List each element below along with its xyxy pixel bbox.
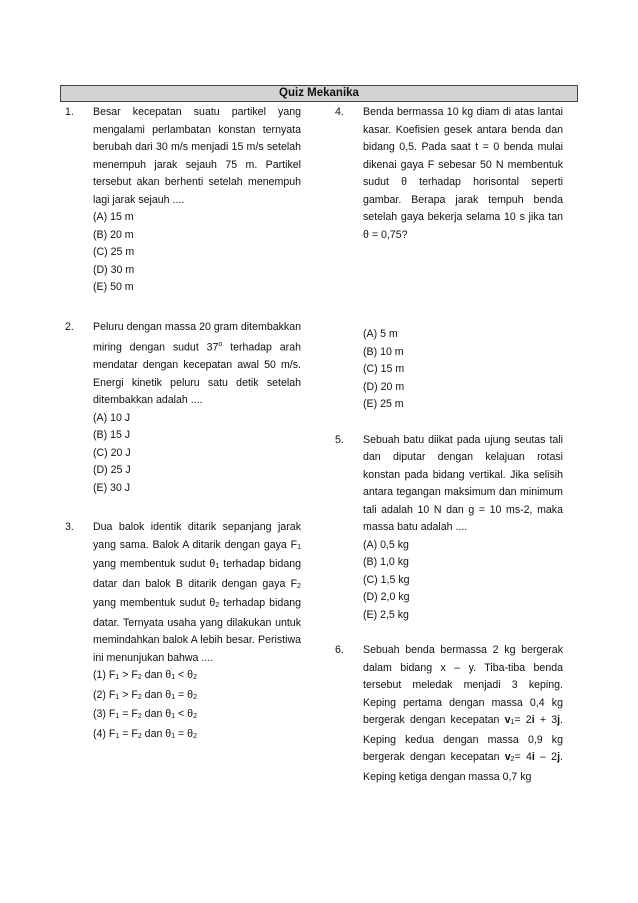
option-a: (A) 0,5 kg bbox=[363, 538, 409, 551]
left-column bbox=[65, 104, 301, 745]
option-b: (B) 1,0 kg bbox=[363, 556, 409, 568]
option-c: (C) 25 m bbox=[93, 246, 135, 258]
option-d: (D) 25 J bbox=[93, 464, 131, 477]
figure-space bbox=[363, 244, 563, 326]
question-4 bbox=[335, 104, 563, 414]
question-text: Peluru dengan massa 20 gram ditembakkan miring dengan sudut 37$^o$ terhadap arah mendatar dengan kecepatan awal 50 m/s. Energi kinetik peluru satu detik setelah ditembakkan adalah .... bbox=[93, 320, 301, 407]
question-3 bbox=[65, 519, 301, 745]
option-e: (E) 25 m bbox=[363, 398, 404, 410]
question-text: Sebuah benda bermassa 2 kg bergerak dalam bidang x – y. Tiba-tiba benda tersebut meledak menjadi 3 keping. Keping pertama dengan massa 0,4 kg bergerak dengan kecepatan $v_1= 2i + 3j$. Keping kedua dengan massa 0,9 kg bergerak dengan kecepatan $v_2= 4i - 2j$. Keping ketiga dengan massa 0,7 kg bbox=[363, 644, 563, 783]
option-2: (2) $F_1 > F_2$ dan $\theta_1 = \theta_2$ bbox=[93, 688, 197, 701]
question-text: Besar kecepatan suatu partikel yang mengalami perlambatan konstan ternyata berubah dari 30 m/s menjadi 15 m/s setelah menempuh jarak sejauh 75 m. Partikel tersebut akan berhenti setelah menempuh lagi jarak sejauh .... bbox=[93, 106, 301, 206]
question-number: 4. bbox=[335, 106, 344, 118]
question-2 bbox=[65, 319, 301, 498]
option-a: (A) 10 J bbox=[93, 411, 131, 424]
question-number: 2. bbox=[65, 320, 74, 333]
option-list bbox=[363, 326, 563, 414]
option-3: (3) $F_1 = F_2$ dan $\theta_1 < \theta_2$ bbox=[93, 708, 197, 721]
option-e: (E) 2,5 kg bbox=[363, 608, 409, 621]
option-list bbox=[93, 667, 301, 745]
option-1: (1) $F_1 > F_2$ dan $\theta_1 < \theta_2$ bbox=[93, 669, 197, 682]
quiz-title: Quiz Mekanika bbox=[60, 85, 578, 102]
question-number: 1. bbox=[65, 106, 74, 118]
question-text: Sebuah batu diikat pada ujung seutas tali dan diputar dengan kelajuan rotasi konstan pada bidang vertikal. Jika selisih antara tegangan maksimum dan minimum tali adalah 10 N dan g = 10 ms-2, maka massa batu adalah .... bbox=[363, 433, 563, 533]
option-4: (4) $F_1 = F_2$ dan $\theta_1 = \theta_2$ bbox=[93, 727, 197, 740]
option-a: (A) 15 m bbox=[93, 211, 134, 223]
option-b: (B) 15 J bbox=[93, 429, 131, 442]
question-1 bbox=[65, 104, 301, 297]
option-b: (B) 10 m bbox=[363, 345, 404, 358]
question-6 bbox=[335, 642, 563, 786]
question-5 bbox=[335, 432, 563, 625]
option-b: (B) 20 m bbox=[93, 228, 134, 241]
option-list bbox=[363, 537, 563, 625]
option-d: (D) 30 m bbox=[93, 263, 135, 276]
question-number: 5. bbox=[335, 433, 344, 446]
option-c: (C) 15 m bbox=[363, 363, 405, 375]
option-c: (C) 1,5 kg bbox=[363, 573, 410, 586]
question-text: Dua balok identik ditarik sepanjang jarak yang sama. Balok A ditarik dengan gaya $F_1$ yang membentuk sudut $\theta_1$ terhadap bidang datar dan balok B ditarik dengan gaya $F_2$ yang membentuk sudut $\theta_2$ terhadap bidang datar. Ternyata usaha yang dilakukan untuk memindahkan balok A lebih besar. Peristiwa ini menunjukan bahwa .... bbox=[93, 521, 301, 664]
option-list bbox=[93, 410, 301, 498]
option-c: (C) 20 J bbox=[93, 446, 131, 459]
question-number: 6. bbox=[335, 644, 344, 656]
right-column bbox=[335, 104, 563, 786]
option-d: (D) 2,0 kg bbox=[363, 591, 410, 603]
option-list bbox=[93, 209, 301, 297]
option-d: (D) 20 m bbox=[363, 380, 405, 393]
option-e: (E) 30 J bbox=[93, 481, 131, 494]
question-text: Benda bermassa 10 kg diam di atas lantai kasar. Koefisien gesek antara benda dan bidang 0,5. Pada saat t = 0 benda mulai dikenai gaya F sebesar 50 N membentuk sudut θ terhadap horisontal seperti gambar. Berapa jarak tempuh benda setelah gaya bekerja selama 10 s jika tan θ = 0,75? bbox=[363, 106, 563, 241]
option-a: (A) 5 m bbox=[363, 328, 398, 340]
option-e: (E) 50 m bbox=[93, 281, 134, 293]
question-number: 3. bbox=[65, 521, 74, 534]
